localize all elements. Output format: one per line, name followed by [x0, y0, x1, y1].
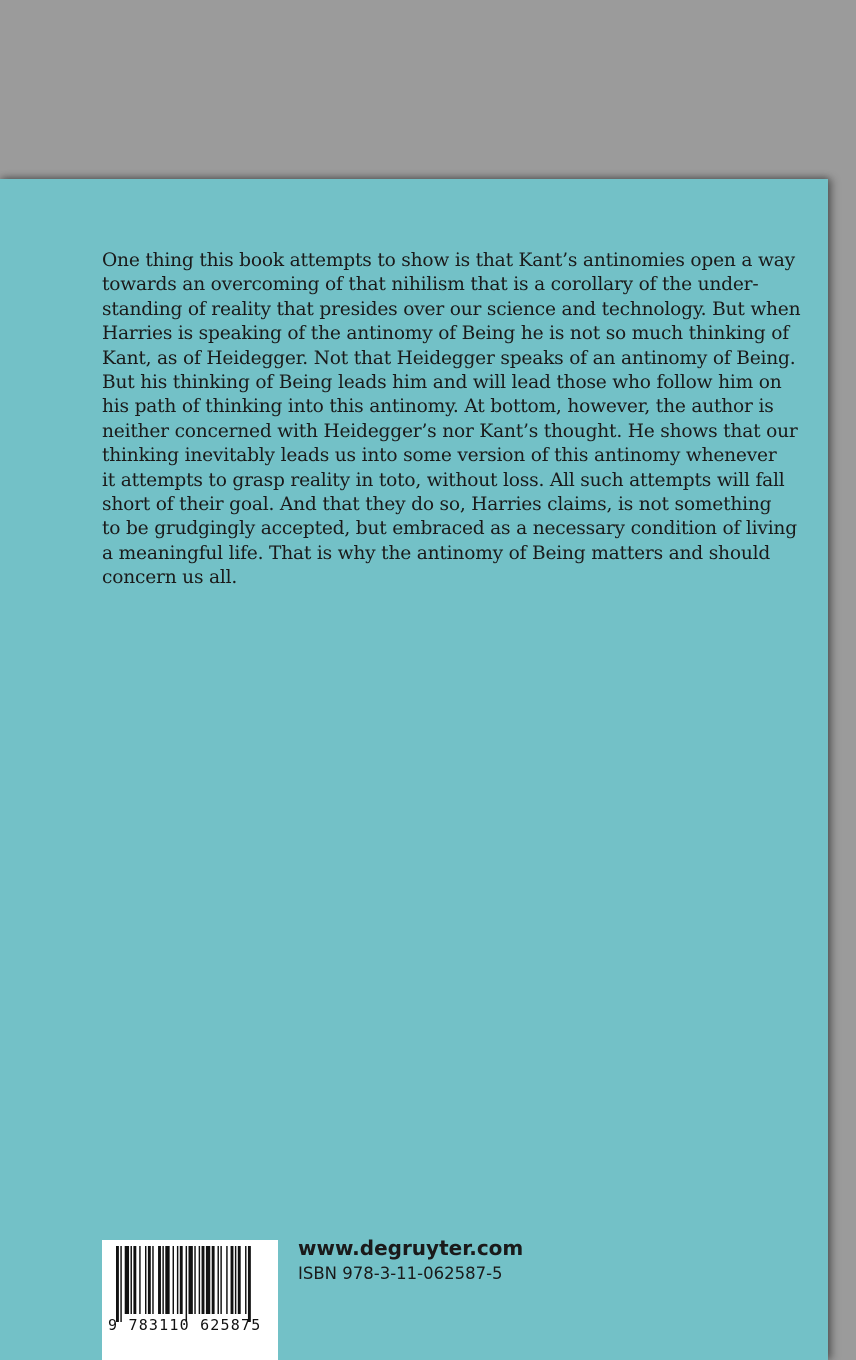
barcode-bar [180, 1246, 183, 1314]
barcode-bar [245, 1246, 246, 1314]
blurb-line: it attempts to grasp reality in toto, without loss. All such attempts will fall [102, 469, 785, 491]
blurb-line: But his thinking of Being leads him and will lead those who follow him on [102, 372, 782, 394]
barcode-bar [202, 1246, 205, 1314]
barcode-bar [162, 1246, 163, 1314]
barcode-bar [226, 1246, 227, 1314]
barcode-bar [148, 1246, 151, 1314]
isbn-label: ISBN 978-3-11-062587-5 [298, 1264, 503, 1283]
barcode-bar [248, 1246, 251, 1322]
barcode-bar [133, 1246, 136, 1314]
barcode-bar [212, 1246, 215, 1314]
barcode-bar [158, 1246, 161, 1314]
barcode-bar [120, 1246, 121, 1322]
blurb-line: One thing this book attempts to show is that Kant’s antinomies open a way [102, 250, 795, 271]
barcode-bar [194, 1246, 195, 1314]
blurb-line: thinking inevitably leads us into some version of this antinomy whenever [102, 445, 777, 467]
barcode-bar [220, 1246, 221, 1314]
barcode-digits: 9 783110 625875 [108, 1316, 262, 1334]
barcode-bar [145, 1246, 146, 1314]
barcode [102, 1240, 278, 1360]
barcode-bar [218, 1246, 219, 1314]
barcode-bars [102, 1240, 278, 1360]
barcode-bar [116, 1246, 119, 1322]
blurb-line: short of their goal. And that they do so, Harries claims, is not something [102, 494, 772, 516]
barcode-bar [238, 1246, 241, 1314]
barcode-bar [152, 1246, 153, 1314]
blurb-line: towards an overcoming of that nihilism that is a corollary of the under- [102, 274, 759, 296]
blurb-text [102, 249, 801, 591]
barcode-bar [199, 1246, 200, 1314]
book-back-cover [0, 179, 828, 1360]
blurb-line: Kant, as of Heidegger. Not that Heidegger speaks of an antinomy of Being. [102, 347, 796, 369]
barcode-bar [186, 1246, 187, 1322]
barcode-bar [189, 1246, 193, 1314]
blurb-line: his path of thinking into this antinomy. At bottom, however, the author is [102, 396, 774, 418]
barcode-bar [165, 1246, 169, 1314]
barcode-bar [231, 1246, 234, 1314]
barcode-bar [235, 1246, 236, 1314]
barcode-bar [177, 1246, 178, 1314]
blurb-line: to be grudgingly accepted, but embraced as a necessary condition of living [102, 518, 797, 540]
blurb-line: neither concerned with Heidegger’s nor Kant’s thought. He shows that our [102, 420, 798, 442]
barcode-bar [139, 1246, 140, 1314]
barcode-bar [125, 1246, 129, 1314]
barcode-bar [173, 1246, 174, 1314]
blurb-line: standing of reality that presides over our science and technology. But when [102, 298, 801, 320]
publisher-url[interactable]: www.degruyter.com [298, 1236, 524, 1260]
barcode-bar [131, 1246, 132, 1314]
blurb-line: concern us all. [102, 567, 238, 589]
barcode-bar [206, 1246, 210, 1314]
blurb-line: Harries is speaking of the antinomy of Being he is not so much thinking of [102, 323, 789, 345]
blurb-line: a meaningful life. That is why the antinomy of Being matters and should [102, 542, 771, 564]
